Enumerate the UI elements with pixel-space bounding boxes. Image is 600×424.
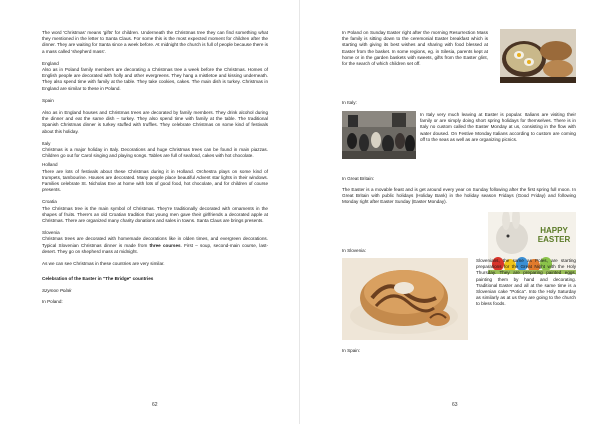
spain-label: In Spain:: [342, 348, 361, 353]
great-britain-paragraph: The Easter is a movable feast and is get around every year on Sunday following after the first spring full moon. In Great Britain with public holidays (Holiday Bank) in the holiday season Fridays (Good Friday) and following Monday right after Easter Sunday (Easter Monday).: [342, 187, 576, 205]
paragraph-croatia: The Christmas tree is the main symbol of Christmas. They're traditionally decorated with ornaments in the shapes of fruits. There's an old Croatian tradition that young men gave their girlfriends a decorated apple at Christmas. There are organized many charity donations and sales in towns. Santa Claus are brings presents.: [42, 205, 268, 224]
italy-label: In Italy:: [342, 100, 357, 105]
heading-croatia: Croatia: [42, 199, 57, 205]
paragraph-holland: There are lots of festivals about these Christmas during it in Holland. Orchestra plays on some kind of trumpets, tambourine. Houses are decorated. Many people place beautiful Advent star lights in their windows. Families celebrate St. Nicholas Eve at home with lots of good food, hot chocolate, and for children of course presents.: [42, 168, 268, 193]
easter-title: Celebration of the Easter in "The Bridge" countries: [42, 276, 154, 282]
page-number-left: 62: [152, 402, 158, 408]
heading-spain: Spain: [42, 97, 54, 103]
italy-crowd-photo: [342, 111, 416, 159]
in-poland-label: In Poland:: [42, 298, 63, 304]
great-britain-label: In Great Britain:: [342, 176, 375, 181]
author-name: Szymon Polak: [42, 287, 72, 293]
heading-italy: Italy: [42, 140, 51, 146]
paragraph-spain: Also as in England houses and Christmas trees are decorated by family members. They drink alcohol during the dinner and eat the same dish – turkey. They also spend time with family at the table. The traditional Spanish Christmas dinner is turkey stuffed with truffles. They celebrate Christmas on some kind of festivals about this holiday.: [42, 110, 268, 134]
slovenia-paragraph: Slovenians, the same as Poles, are starting preparations for the Great Night with the Holy Thursday. They are preparing painted eggs, painting them by hand and decorating. Traditional Easter and all at the same time is a Slovenian cake "Potica". Into the Holy Saturday as similarly as at us they are going to the church to bless foods.: [476, 258, 576, 307]
paragraph-italy: Christmas is a major holiday in Italy. Decorations and huge Christmas trees can be found in main piazzas. Children go out for Carol singing and playing songs. Tables are full of seafood, cakes with hot chocolate.: [42, 147, 268, 159]
happy-easter-text: HAPPY EASTER: [537, 226, 571, 244]
closing-paragraph: As we can see Christmas in these countries are very similar.: [42, 261, 165, 267]
paragraph-england: Also as in Poland family members are decorating a Christmas tree a week before the Christmas. Homes of English people are decorated with holly and other evergreens. They hang a mistletoe and kissing underneath. They also spend time with family at the table. They take cookies, cakes. The main dish is turkey. Christmas in England are similar to these in Poland.: [42, 67, 268, 91]
right-page: [300, 0, 600, 424]
slovenia-label: In Slovenia:: [342, 248, 367, 253]
heading-holland: Holland: [42, 162, 58, 168]
italy-paragraph: In Italy very much leaving at Easter is popular. Italians are visiting their family or are simply doing short spring holidays for themselves. There is in Italy no custom called the Easter Monday at us, consisting in the flow with water doused. On Festive Monday Italians according to custom are coming off to the seas as well as are organizing picnics.: [420, 112, 576, 142]
left-text-column: [42, 30, 268, 305]
potica-cake-photo: [342, 258, 468, 340]
poland-paragraph: In Poland on Sunday Easter right after the morning Resurrection Mass the family is sitting down to the ceremonial Easter breakfast which is starting with giving its best wishes and sharing with food blessed at Easter from the basket. In some regions, eg. in Silesia, parents kept at home or in the garden baskets with sweets, gifts from the Easter glint, for the search of which children set off.: [342, 30, 488, 67]
heading-slovenia: Slovenia: [42, 230, 60, 236]
intro-paragraph: The word 'Christmas' means 'gifts' for children. Underneath the Christmas tree they can find something what they mentioned in the letter to Santa Claus. For some this is the most expected moment for children after the dinner. They are waiting for Santa since a week before. At midnight the church is full of people because there is a mass called 'shepherd mass'.: [42, 30, 268, 54]
easter-breakfast-photo: [500, 29, 576, 83]
heading-england: England: [42, 60, 59, 66]
paragraph-slovenia: Christmas trees are decorated with homemade decorations like in olden times, and evergreen decorations. Typical Slovenian Christmas dinner is made from three courses. First – soup, second-main course, last-desert. They go on shepherd mass at midnight.: [42, 236, 268, 254]
page-number-right: 63: [452, 402, 458, 408]
